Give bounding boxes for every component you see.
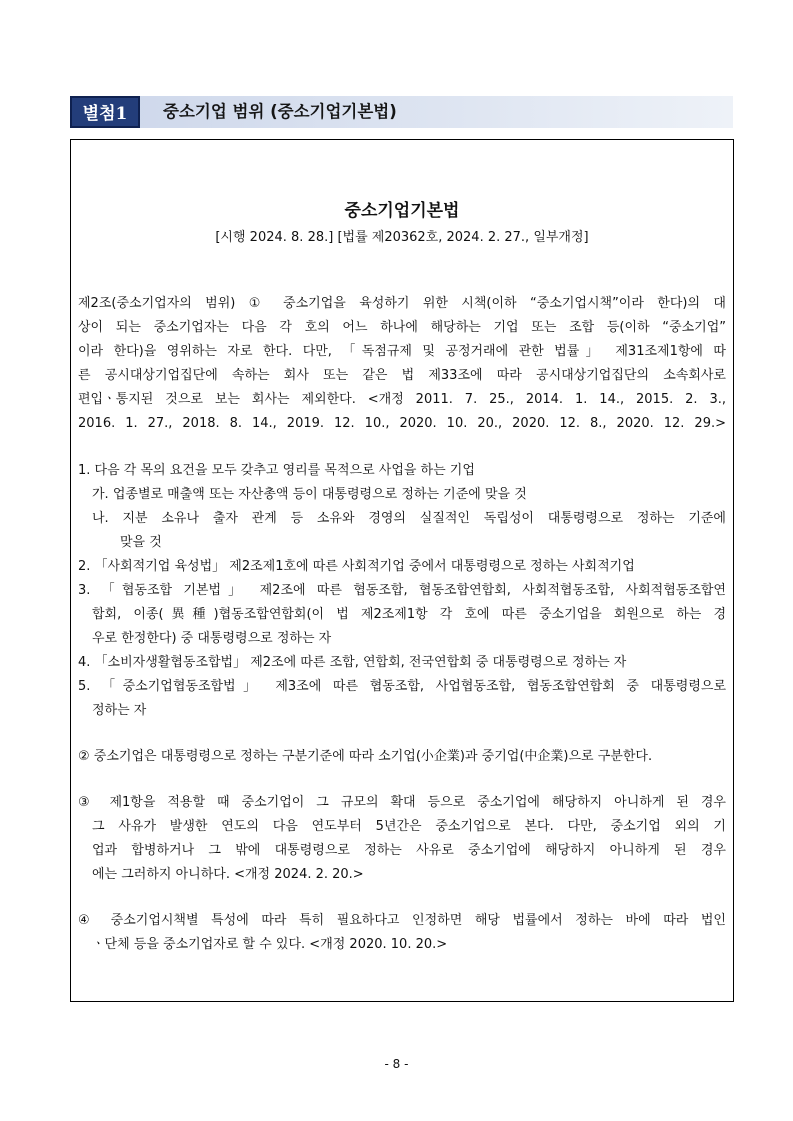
page-number: - 8 - — [384, 1057, 409, 1071]
item-1: 1. 다음 각 목의 요건을 모두 갖추고 영리를 목적으로 사업을 하는 기업 — [78, 463, 475, 478]
item-3-line-1: 3. 「협동조합 기본법」 제2조에 따른 협동조합, 협동조합연합회, 사회적협동조합, 사회적협동조합연 — [78, 583, 726, 598]
law-title: 중소기업기본법 — [344, 201, 460, 221]
article-2-line-5: 편입ㆍ통지된 것으로 보는 회사는 제외한다. <개정 2011. 7. 25., 2014. 1. 14., 2015. 2. 3., — [78, 392, 726, 407]
item-2: 2. 「사회적기업 육성법」 제2조제1호에 따른 사회적기업 중에서 대통령령으로 정하는 사회적기업 — [78, 559, 635, 574]
item-3-line-2: 합회, 이종(異種)협동조합연합회(이 법 제2조제1항 각 호에 따른 중소기업을 회원으로 하는 경 — [92, 607, 726, 622]
paragraph-3-line-4: 에는 그러하지 아니하다. <개정 2024. 2. 20.> — [92, 867, 364, 882]
item-5-line-2: 정하는 자 — [92, 703, 147, 718]
law-enforcement-info: [시행 2024. 8. 28.] [법률 제20362호, 2024. 2. 27., 일부개정] — [215, 230, 589, 245]
section-title: 중소기업 범위 (중소기업기본법) — [163, 102, 397, 121]
paragraph-3-line-2: 그 사유가 발생한 연도의 다음 연도부터 5년간은 중소기업으로 본다. 다만, 중소기업 외의 기 — [92, 819, 726, 834]
article-2-line-2: 상이 되는 중소기업자는 다음 각 호의 어느 하나에 해당하는 기업 또는 조합 등(이하 “중소기업” — [78, 320, 726, 335]
item-1-na-line-1: 나. 지분 소유나 출자 관계 등 소유와 경영의 실질적인 독립성이 대통령령으로 정하는 기준에 — [92, 511, 726, 526]
paragraph-4-line-1: ④ 중소기업시책별 특성에 따라 특히 필요하다고 인정하면 해당 법률에서 정하는 바에 따라 법인 — [78, 913, 726, 928]
item-5-line-1: 5. 「중소기업협동조합법」 제3조에 따른 협동조합, 사업협동조합, 협동조합연합회 중 대통령령으로 — [78, 679, 726, 694]
paragraph-3-line-1: ③ 제1항을 적용할 때 중소기업이 그 규모의 확대 등으로 중소기업에 해당하지 아니하게 된 경우 — [78, 795, 726, 810]
paragraph-4-line-2: ㆍ단체 등을 중소기업자로 할 수 있다. <개정 2020. 10. 20.> — [92, 937, 448, 952]
article-2-line-6: 2016. 1. 27., 2018. 8. 14., 2019. 12. 10., 2020. 10. 20., 2020. 12. 8., 2020. 12. 29.> — [78, 416, 726, 431]
article-2-line-3: 이라 한다)을 영위하는 자로 한다. 다만, 「독점규제 및 공정거래에 관한 법률」 제31조제1항에 따 — [78, 344, 726, 359]
appendix-badge: 별첨1 — [70, 96, 140, 128]
article-2-line-4: 른 공시대상기업집단에 속하는 회사 또는 같은 법 제33조에 따라 공시대상기업집단의 소속회사로 — [78, 368, 726, 383]
article-2-line-1: 제2조(중소기업자의 범위) ① 중소기업을 육성하기 위한 시책(이하 “중소기업시책”이라 한다)의 대 — [78, 296, 726, 311]
item-1-na-line-2: 맞을 것 — [120, 535, 162, 550]
paragraph-2: ② 중소기업은 대통령령으로 정하는 구분기준에 따라 소기업(小企業)과 중기업(中企業)으로 구분한다. — [78, 749, 653, 764]
paragraph-3-line-3: 업과 합병하거나 그 밖에 대통령령으로 정하는 사유로 중소기업에 해당하지 아니하게 된 경우 — [92, 843, 726, 858]
item-3-line-3: 우로 한정한다) 중 대통령령으로 정하는 자 — [92, 631, 332, 646]
item-1-ga: 가. 업종별로 매출액 또는 자산총액 등이 대통령령으로 정하는 기준에 맞을 것 — [92, 487, 527, 502]
item-4: 4. 「소비자생활협동조합법」 제2조에 따른 조합, 연합회, 전국연합회 중 대통령령으로 정하는 자 — [78, 655, 627, 670]
